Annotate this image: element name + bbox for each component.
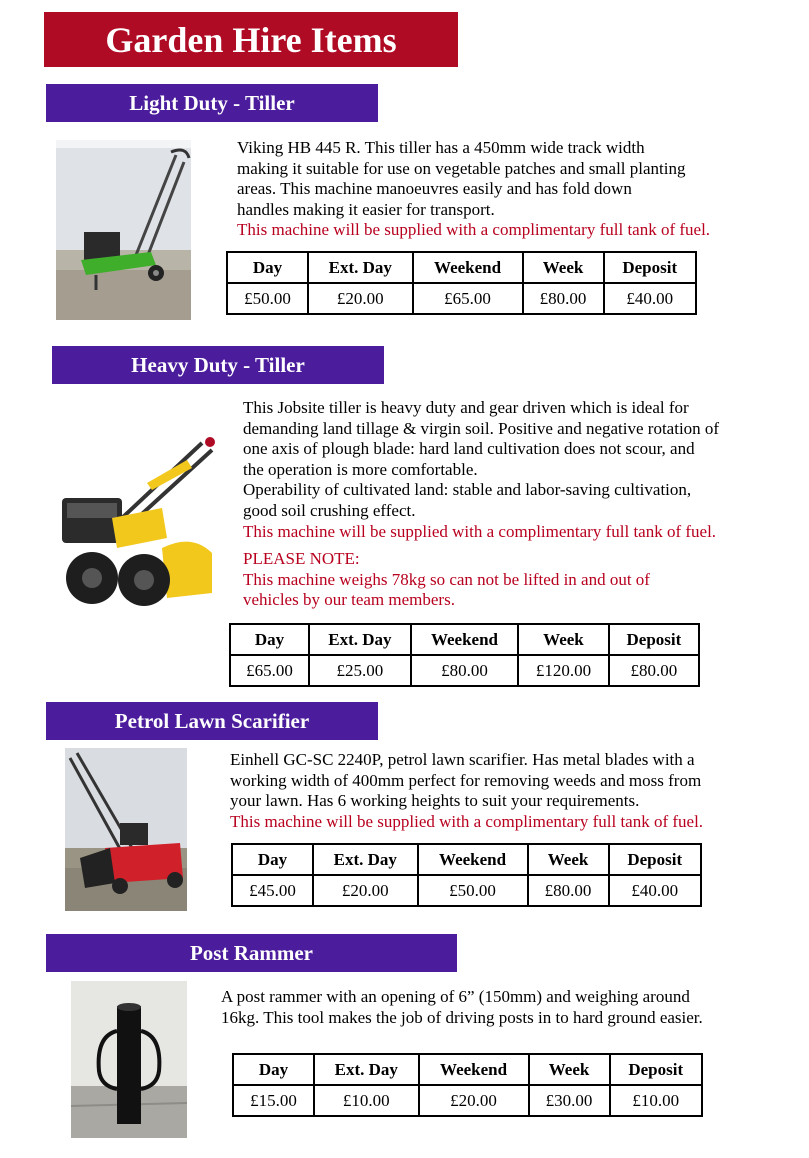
light-tiller-description (237, 138, 797, 241)
price-week: £30.00 (529, 1085, 610, 1116)
description-line: good soil crushing effect. (243, 500, 416, 520)
scarifier-description (230, 750, 790, 832)
table-row (233, 1085, 702, 1116)
post-rammer-description (221, 987, 791, 1028)
price-deposit: £10.00 (610, 1085, 702, 1116)
description-line: working width of 400mm perfect for removing weeds and moss from (230, 770, 702, 790)
light-tiller-price-table (226, 251, 697, 315)
heavy-tiller-price-table (229, 623, 700, 687)
note-line: vehicles by our team members. (243, 590, 455, 610)
section-header-post-rammer: Post Rammer (46, 934, 457, 972)
description-line: one axis of plough blade: hard land cultivation does not scour, and (243, 439, 695, 459)
description-line: your lawn. Has 6 working heights to suit your requirements. (230, 791, 640, 811)
column-header-weekend: Weekend (419, 1054, 529, 1085)
section-header-heavy-duty-tiller: Heavy Duty - Tiller (52, 346, 384, 384)
heavy-tiller-description (243, 398, 803, 611)
price-ext-day: £25.00 (309, 655, 411, 686)
description-line: Viking HB 445 R. This tiller has a 450mm wide track width (237, 138, 645, 157)
description-line: areas. This machine manoeuvres easily and has fold down (237, 179, 632, 199)
column-header-deposit: Deposit (609, 844, 701, 875)
post-rammer-price-table (232, 1053, 703, 1117)
price-deposit: £80.00 (609, 655, 699, 686)
price-ext-day: £20.00 (313, 875, 418, 906)
column-header-day: Day (227, 252, 308, 283)
column-header-weekend: Weekend (418, 844, 528, 875)
column-header-week: Week (518, 624, 609, 655)
column-header-weekend: Weekend (411, 624, 518, 655)
column-header-week: Week (529, 1054, 610, 1085)
price-day: £15.00 (233, 1085, 314, 1116)
note-heading: PLEASE NOTE: (243, 549, 360, 569)
column-header-day: Day (232, 844, 313, 875)
price-deposit: £40.00 (609, 875, 701, 906)
column-header-week: Week (523, 252, 604, 283)
column-header-deposit: Deposit (610, 1054, 702, 1085)
price-week: £80.00 (528, 875, 609, 906)
description-line: Operability of cultivated land: stable and labor-saving cultivation, (243, 480, 692, 500)
column-header-ext-day: Ext. Day (308, 252, 413, 283)
price-week: £80.00 (523, 283, 604, 314)
price-deposit: £40.00 (604, 283, 696, 314)
column-header-ext-day: Ext. Day (313, 844, 418, 875)
column-header-deposit: Deposit (604, 252, 696, 283)
description-line: demanding land tillage & virgin soil. Positive and negative rotation of (243, 418, 720, 438)
price-weekend: £65.00 (413, 283, 523, 314)
heavy-tiller-photo-icon (52, 428, 222, 623)
table-header-row (233, 1054, 702, 1085)
table-row (227, 283, 696, 314)
description-line: the operation is more comfortable. (243, 459, 478, 479)
tiller-photo-icon (56, 140, 191, 320)
description-line: A post rammer with an opening of 6” (150mm) and weighing around (221, 987, 690, 1006)
column-header-day: Day (230, 624, 309, 655)
table-header-row (232, 844, 701, 875)
price-weekend: £50.00 (418, 875, 528, 906)
column-header-deposit: Deposit (609, 624, 699, 655)
scarifier-price-table (231, 843, 702, 907)
description-line: making it suitable for use on vegetable patches and small planting (237, 158, 686, 178)
description-line: 16kg. This tool makes the job of driving posts in to hard ground easier. (221, 1007, 703, 1027)
price-day: £45.00 (232, 875, 313, 906)
scarifier-photo-icon (65, 748, 187, 911)
description-line: handles making it easier for transport. (237, 199, 495, 219)
table-row (232, 875, 701, 906)
price-day: £65.00 (230, 655, 309, 686)
price-week: £120.00 (518, 655, 609, 686)
price-weekend: £20.00 (419, 1085, 529, 1116)
description-line: Einhell GC-SC 2240P, petrol lawn scarifier. Has metal blades with a (230, 750, 695, 769)
column-header-ext-day: Ext. Day (309, 624, 411, 655)
price-ext-day: £10.00 (314, 1085, 419, 1116)
post-rammer-photo-icon (71, 981, 187, 1138)
table-row (230, 655, 699, 686)
table-header-row (227, 252, 696, 283)
fuel-note: This machine will be supplied with a complimentary full tank of fuel. (237, 220, 711, 240)
fuel-note: This machine will be supplied with a complimentary full tank of fuel. (243, 521, 717, 541)
description-line: This Jobsite tiller is heavy duty and gear driven which is ideal for (243, 398, 689, 417)
price-weekend: £80.00 (411, 655, 518, 686)
fuel-note: This machine will be supplied with a complimentary full tank of fuel. (230, 811, 704, 831)
price-ext-day: £20.00 (308, 283, 413, 314)
column-header-ext-day: Ext. Day (314, 1054, 419, 1085)
table-header-row (230, 624, 699, 655)
page-title: Garden Hire Items (44, 12, 458, 67)
section-header-lawn-scarifier: Petrol Lawn Scarifier (46, 702, 378, 740)
price-day: £50.00 (227, 283, 308, 314)
column-header-weekend: Weekend (413, 252, 523, 283)
section-header-light-duty-tiller: Light Duty - Tiller (46, 84, 378, 122)
column-header-day: Day (233, 1054, 314, 1085)
note-line: This machine weighs 78kg so can not be lifted in and out of (243, 569, 650, 589)
column-header-week: Week (528, 844, 609, 875)
